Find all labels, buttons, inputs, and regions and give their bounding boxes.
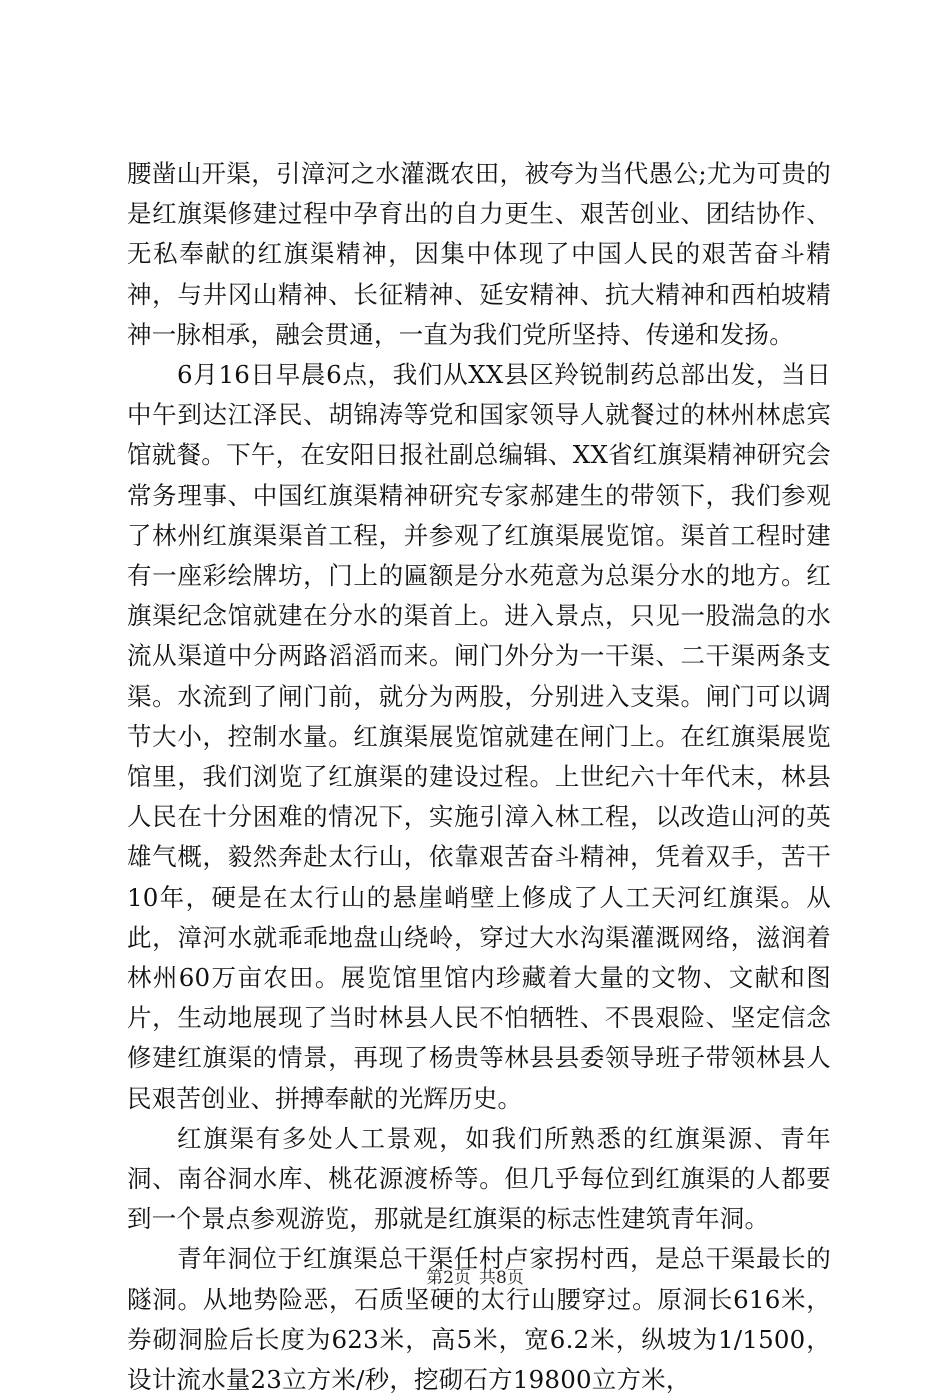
- page-number: 第2页: [426, 1268, 471, 1288]
- paragraph-visit-narrative: 6月16日早晨6点，我们从XX县区羚锐制药总部出发，当日中午到达江泽民、胡锦涛等党和国家领导人就餐过的林州林虑宾馆就餐。下午，在安阳日报社副总编辑、XX省红旗渠精神研究会常务理事、中国红旗渠精神研究专家郝建生的带领下，我们参观了林州红旗渠渠首工程，并参观了红旗渠展览馆。渠首工程时建有一座彩绘牌坊，门上的匾额是分水苑意为总渠分水的地方。红旗渠纪念馆就建在分水的渠首上。进入景点，只见一股湍急的水流从渠道中分两路滔滔而来。闸门外分为一干渠、二干渠两条支渠。水流到了闸门前，就分为两股，分别进入支渠。闸门可以调节大小，控制水量。红旗渠展览馆就建在闸门上。在红旗渠展览馆里，我们浏览了红旗渠的建设过程。上世纪六十年代末，林县人民在十分困难的情况下，实施引漳入林工程，以改造山河的英雄气概，毅然奔赴太行山，依靠艰苦奋斗精神，凭着双手，苦干10年，硬是在太行山的悬崖峭壁上修成了人工天河红旗渠。从此，漳河水就乖乖地盘山绕岭，穿过大水沟渠灌溉网络，滋润着林州60万亩农田。展览馆里馆内珍藏着大量的文物、文献和图片，生动地展现了当时林县人民不怕牺牲、不畏艰险、坚定信念修建红旗渠的情景，再现了杨贵等林县县委领导班子带领林县人民艰苦创业、拼搏奉献的光辉历史。: [127, 360, 831, 1113]
- paragraph-landscapes: 红旗渠有多处人工景观，如我们所熟悉的红旗渠源、青年洞、南谷洞水库、桃花源渡桥等。但几乎每位到红旗渠的人都要到一个景点参观游览，那就是红旗渠的标志性建筑青年洞。: [127, 1123, 831, 1234]
- page-total: 共8页: [479, 1268, 524, 1288]
- document-body: [127, 154, 831, 1400]
- page-footer: [0, 1268, 950, 1288]
- paragraph-youth-tunnel: 青年洞位于红旗渠总干渠任村卢家拐村西，是总干渠最长的隧洞。从地势险恶，石质坚硬的太行山腰穿过。原洞长616米，券砌洞脸后长度为623米，高5米，宽6.2米，纵坡为1/1500，设计流水量23立方米/秒，挖砌石方19800立方米，: [127, 1244, 831, 1395]
- paragraph-continued: 腰凿山开渠，引漳河之水灌溉农田，被夸为当代愚公;尤为可贵的是红旗渠修建过程中孕育出的自力更生、艰苦创业、团结协作、无私奉献的红旗渠精神，因集中体现了中国人民的艰苦奋斗精神，与井冈山精神、长征精神、延安精神、抗大精神和西柏坡精神一脉相承，融会贯通，一直为我们党所坚持、传递和发扬。: [127, 159, 831, 349]
